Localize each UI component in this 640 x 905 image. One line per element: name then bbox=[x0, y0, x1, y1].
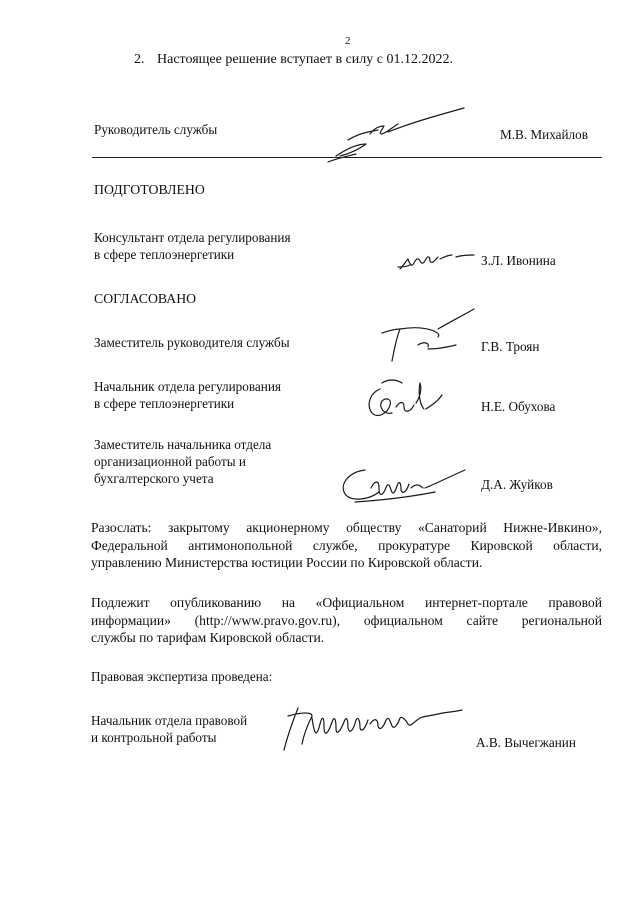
agreed-signer-2-position-line2: в сфере теплоэнергетики bbox=[94, 396, 235, 411]
legal-review-text: Правовая экспертиза проведена: bbox=[91, 669, 273, 684]
separator-line bbox=[92, 157, 602, 158]
prepared-signature bbox=[396, 245, 476, 273]
agreed-signer-3-position-line1: Заместитель начальника отдела bbox=[94, 437, 272, 452]
prepared-position-line2: в сфере теплоэнергетики bbox=[94, 247, 235, 262]
head-position: Руководитель службы bbox=[94, 122, 218, 137]
agreed-signer-3-signature bbox=[335, 462, 475, 510]
prepared-name: З.Л. Ивонина bbox=[481, 253, 556, 268]
head-name: М.В. Михайлов bbox=[500, 127, 588, 142]
agreed-signer-2-signature bbox=[362, 375, 466, 425]
agreed-signer-2-name: Н.Е. Обухова bbox=[481, 399, 556, 414]
clause-text: Настоящее решение вступает в силу с 01.12.2022. bbox=[157, 52, 453, 67]
agreed-signer-1-signature bbox=[378, 305, 478, 365]
distribution-line2: Федеральной антимонопольной службе, прокуратуре Кировской области, bbox=[91, 537, 602, 553]
publication-line3: службы по тарифам Кировской области. bbox=[91, 630, 325, 645]
publication-line2: информации» (http://www.pravo.gov.ru), официальном сайте региональной bbox=[91, 612, 602, 628]
agreed-heading: СОГЛАСОВАНО bbox=[94, 291, 197, 306]
clause-number: 2. bbox=[134, 52, 145, 67]
agreed-signer-2-position-line1: Начальник отдела регулирования bbox=[94, 379, 281, 394]
legal-review-position-line1: Начальник отдела правовой bbox=[91, 713, 248, 728]
legal-review-name: А.В. Вычегжанин bbox=[476, 735, 576, 750]
publication-line1: Подлежит опубликованию на «Официальном интернет-портале правовой bbox=[91, 595, 602, 610]
publication-paragraph bbox=[91, 594, 602, 647]
distribution-line3: управлению Министерства юстиции России по Кировской области. bbox=[91, 555, 483, 570]
agreed-signer-3-position-line3: бухгалтерского учета bbox=[94, 471, 214, 486]
distribution-line1: Разослать: закрытому акционерному обществу «Санаторий Нижне-Ивкино», bbox=[91, 520, 602, 535]
distribution-paragraph bbox=[91, 519, 602, 572]
prepared-heading: ПОДГОТОВЛЕНО bbox=[94, 182, 205, 197]
prepared-position-line1: Консультант отдела регулирования bbox=[94, 230, 291, 245]
agreed-signer-1-position: Заместитель руководителя службы bbox=[94, 335, 290, 350]
legal-review-position-line2: и контрольной работы bbox=[91, 730, 217, 745]
legal-review-signature bbox=[278, 704, 468, 754]
agreed-signer-3-name: Д.А. Жуйков bbox=[481, 477, 553, 492]
agreed-signer-3-position-line2: организационной работы и bbox=[94, 454, 246, 469]
page-number: 2 bbox=[345, 35, 351, 47]
agreed-signer-1-name: Г.В. Троян bbox=[481, 339, 540, 354]
